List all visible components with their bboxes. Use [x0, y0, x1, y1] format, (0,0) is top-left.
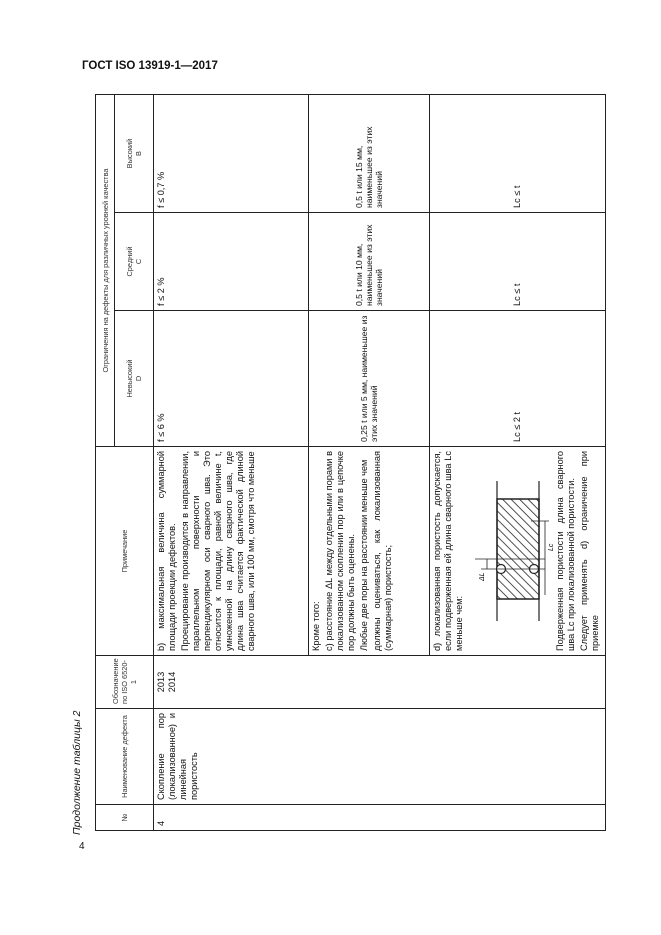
defects-table	[95, 94, 606, 831]
level-b-name: Высокий	[125, 138, 134, 169]
table-caption: Продолжение таблицы 2	[71, 710, 83, 835]
document-header: ГОСТ ISO 13919-1—2017	[82, 60, 218, 72]
level-d-code: D	[134, 375, 143, 382]
col-limits-header: Ограничения на дефекты для различных уровней качества	[96, 94, 115, 446]
limit-d-c: 0,25 t или 5 мм, наименьшее из этих значений	[309, 311, 430, 447]
row-defect-name: Скопление пор (локализованное) и линейная пористость	[154, 709, 606, 805]
col-num-header: №	[96, 805, 154, 831]
limit-c-b: f ≤ 2 %	[154, 213, 309, 311]
limit-c-c: 0,5 t или 10 мм, наименьшее из этих значений	[309, 213, 430, 311]
level-c-header	[115, 213, 154, 311]
header-row-1	[96, 94, 115, 830]
note-c-text-1: c) расстояние ΔL между отдельными порами в локализованном скоплении пор или в цепочке пор должны быть оценены.	[324, 451, 356, 651]
level-b-code: B	[134, 151, 143, 156]
fig-label-lc: Lc	[548, 543, 555, 551]
row-designation	[154, 656, 606, 709]
note-d-cell	[430, 447, 606, 656]
note-d-text-2: Подверженная пористости длина сварного шва Lc при локализованной пористости.	[555, 451, 576, 651]
page-number: 4	[79, 841, 85, 852]
limit-c-d: Lc ≤ t	[430, 213, 606, 311]
limit-d-b: f ≤ 6 %	[154, 311, 309, 447]
level-d-name: Невысокий	[125, 359, 134, 398]
note-b-text-1: b) максимальная величина суммарной площади проекции дефектов.	[156, 451, 177, 651]
note-d-text-3: Следует применять d) ограничение при приемке	[579, 451, 600, 651]
designation-2014: 2014	[167, 671, 177, 693]
limit-b-c: 0,5 t или 15 мм, наименьшее из этих значений	[309, 94, 430, 212]
limit-d-d: Lc ≤ 2 t	[430, 311, 606, 447]
row-num: 4	[154, 805, 606, 831]
col-note-header: Примечание	[96, 447, 154, 656]
rotated-table-container	[71, 95, 600, 835]
note-b-text-2: Проецирование производится в направлении, параллельном поверхности и перпендикулярном оси сварного шва. Это относится к площади, равной величине t, умноженной на длину сварного шва, где длина шва считается фактической длиной сварного шва, или 100 мм, смотря что меньше	[180, 451, 256, 651]
level-d-header	[115, 311, 154, 447]
note-c-text-0: Кроме того:	[311, 601, 321, 651]
level-c-name: Средний	[125, 246, 134, 277]
fig-label-dl: ΔL	[479, 572, 486, 581]
level-b-header	[115, 94, 154, 212]
note-b-cell	[154, 447, 309, 656]
limit-b-d: Lc ≤ t	[430, 94, 606, 212]
limit-b-b: f ≤ 0,7 %	[154, 94, 309, 212]
designation-2013: 2013	[156, 671, 166, 693]
note-d-text-1: d) локализованная пористость допускается, если подверженная ей длина сварного шва Lc меньше чем:	[432, 451, 464, 651]
note-c-text-2: Любые две поры на расстоянии меньше чем	[359, 459, 369, 651]
porosity-sketch	[471, 481, 553, 621]
level-c-code: C	[134, 258, 143, 265]
col-defect-name-header: Наименование дефекта	[96, 709, 154, 805]
col-designation-header: Обозначение по ISO 6520-1	[96, 656, 154, 709]
note-c-cell	[309, 447, 430, 656]
table-row-b	[154, 94, 309, 830]
note-c-text-3: должны оцениваться, как локализованная (суммарная) пористость;	[372, 451, 393, 651]
